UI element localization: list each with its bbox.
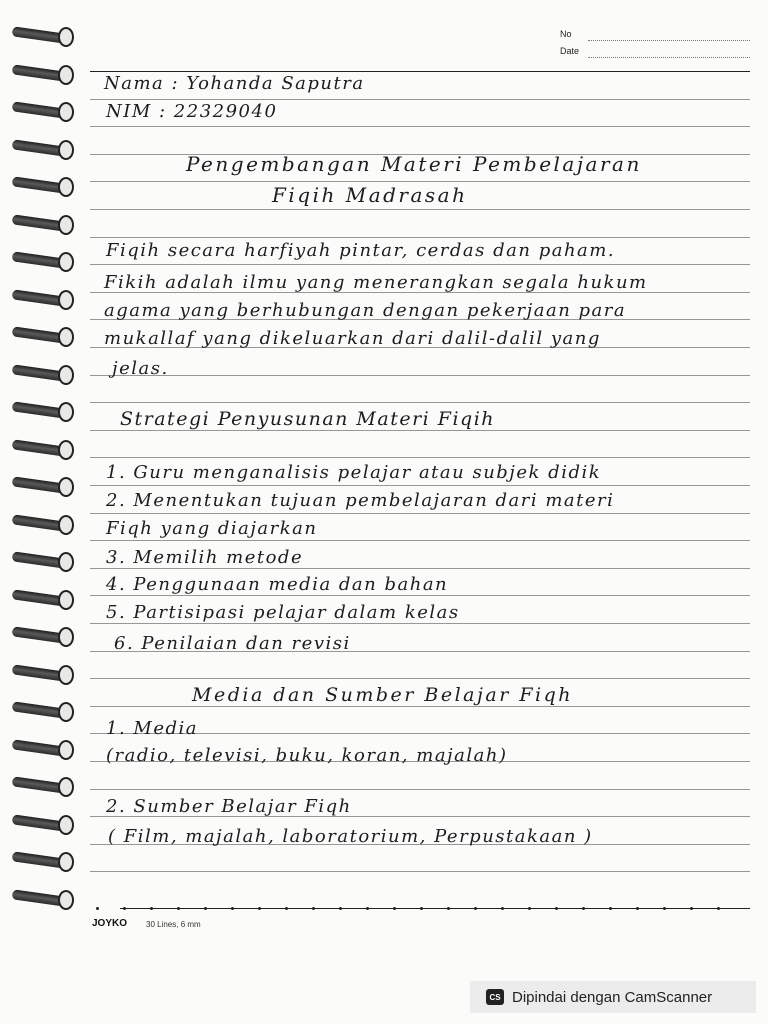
no-date-header — [560, 28, 750, 62]
spiral-ring — [10, 364, 72, 384]
media-item-1-detail: (radio, televisi, buku, koran, majalah) — [106, 745, 508, 766]
spiral-ring — [10, 401, 72, 421]
ruled-line — [90, 71, 750, 72]
spiral-ring — [10, 139, 72, 159]
spiral-ring — [10, 814, 72, 834]
spiral-ring — [10, 664, 72, 684]
ruled-line — [90, 540, 750, 541]
spiral-binding — [10, 26, 80, 926]
spiral-ring — [10, 476, 72, 496]
camscanner-text: Dipindai dengan CamScanner — [512, 988, 713, 1006]
strategy-heading: Strategi Penyusunan Materi Fiqih — [120, 408, 496, 430]
spiral-ring — [10, 289, 72, 309]
media-heading: Media dan Sumber Belajar Fiqh — [192, 684, 573, 706]
spiral-ring — [10, 514, 72, 534]
ruled-line — [90, 678, 750, 679]
spiral-ring — [10, 326, 72, 346]
name-line: Nama : Yohanda Saputra — [104, 73, 365, 94]
spiral-ring — [10, 739, 72, 759]
spiral-ring — [10, 251, 72, 271]
ruled-line — [90, 209, 750, 210]
spiral-ring — [10, 101, 72, 121]
ruled-line — [90, 789, 750, 790]
strategy-item: 2. Menentukan tujuan pembelajaran dari materi — [106, 490, 615, 511]
intro-line: jelas. — [112, 358, 169, 379]
spiral-ring — [10, 176, 72, 196]
nim-line: NIM : 22329040 — [106, 101, 278, 122]
title-line-2: Fiqih Madrasah — [272, 183, 468, 207]
brand-subtitle: 30 Lines, 6 mm — [146, 920, 201, 929]
strategy-item: 4. Penggunaan media dan bahan — [106, 574, 449, 595]
ruled-line — [90, 595, 750, 596]
ruled-line — [90, 513, 750, 514]
no-label: No — [560, 29, 572, 39]
intro-line: Fiqih secara harfiyah pintar, cerdas dan paham. — [106, 240, 616, 261]
spiral-ring — [10, 851, 72, 871]
ruled-line — [90, 375, 750, 376]
spiral-ring — [10, 589, 72, 609]
footer-dot — [96, 907, 99, 910]
no-field — [560, 28, 750, 45]
spiral-ring — [10, 626, 72, 646]
spiral-ring — [10, 776, 72, 796]
camscanner-badge — [470, 981, 756, 1013]
media-item-2: 2. Sumber Belajar Fiqh — [106, 796, 352, 817]
ruled-line — [90, 871, 750, 872]
brand-logo: JOYKO — [92, 918, 128, 929]
title-line-1: Pengembangan Materi Pembelajaran — [186, 152, 642, 176]
camscanner-icon: CS — [486, 989, 504, 1005]
media-item-1: 1. Media — [106, 718, 198, 739]
spiral-ring — [10, 889, 72, 909]
intro-line: agama yang berhubungan dengan pekerjaan para — [104, 300, 627, 321]
date-line — [588, 57, 750, 58]
spiral-ring — [10, 64, 72, 84]
strategy-item: Fiqh yang diajarkan — [106, 518, 318, 539]
ruled-line — [90, 237, 750, 238]
spiral-ring — [10, 701, 72, 721]
ruled-line — [90, 457, 750, 458]
strategy-item: 5. Partisipasi pelajar dalam kelas — [106, 602, 460, 623]
spiral-ring — [10, 26, 72, 46]
no-line — [588, 40, 750, 41]
spiral-ring — [10, 551, 72, 571]
strategy-item: 1. Guru menganalisis pelajar atau subjek didik — [106, 462, 602, 483]
strategy-item: 3. Memilih metode — [106, 547, 304, 568]
ruled-line — [90, 264, 750, 265]
ruled-line — [90, 402, 750, 403]
ruled-line — [90, 485, 750, 486]
ruled-line — [90, 99, 750, 100]
ruled-line — [90, 126, 750, 127]
media-item-2-detail: ( Film, majalah, laboratorium, Perpustakaan ) — [108, 826, 593, 847]
date-label: Date — [560, 46, 580, 56]
ruled-line — [90, 623, 750, 624]
spiral-ring — [10, 214, 72, 234]
footer-rule — [120, 908, 750, 909]
date-field — [560, 45, 750, 62]
intro-line: Fikih adalah ilmu yang menerangkan segala hukum — [104, 272, 648, 293]
strategy-item: 6. Penilaian dan revisi — [114, 633, 351, 654]
intro-line: mukallaf yang dikeluarkan dari dalil-dalil yang — [104, 328, 601, 349]
spiral-ring — [10, 439, 72, 459]
